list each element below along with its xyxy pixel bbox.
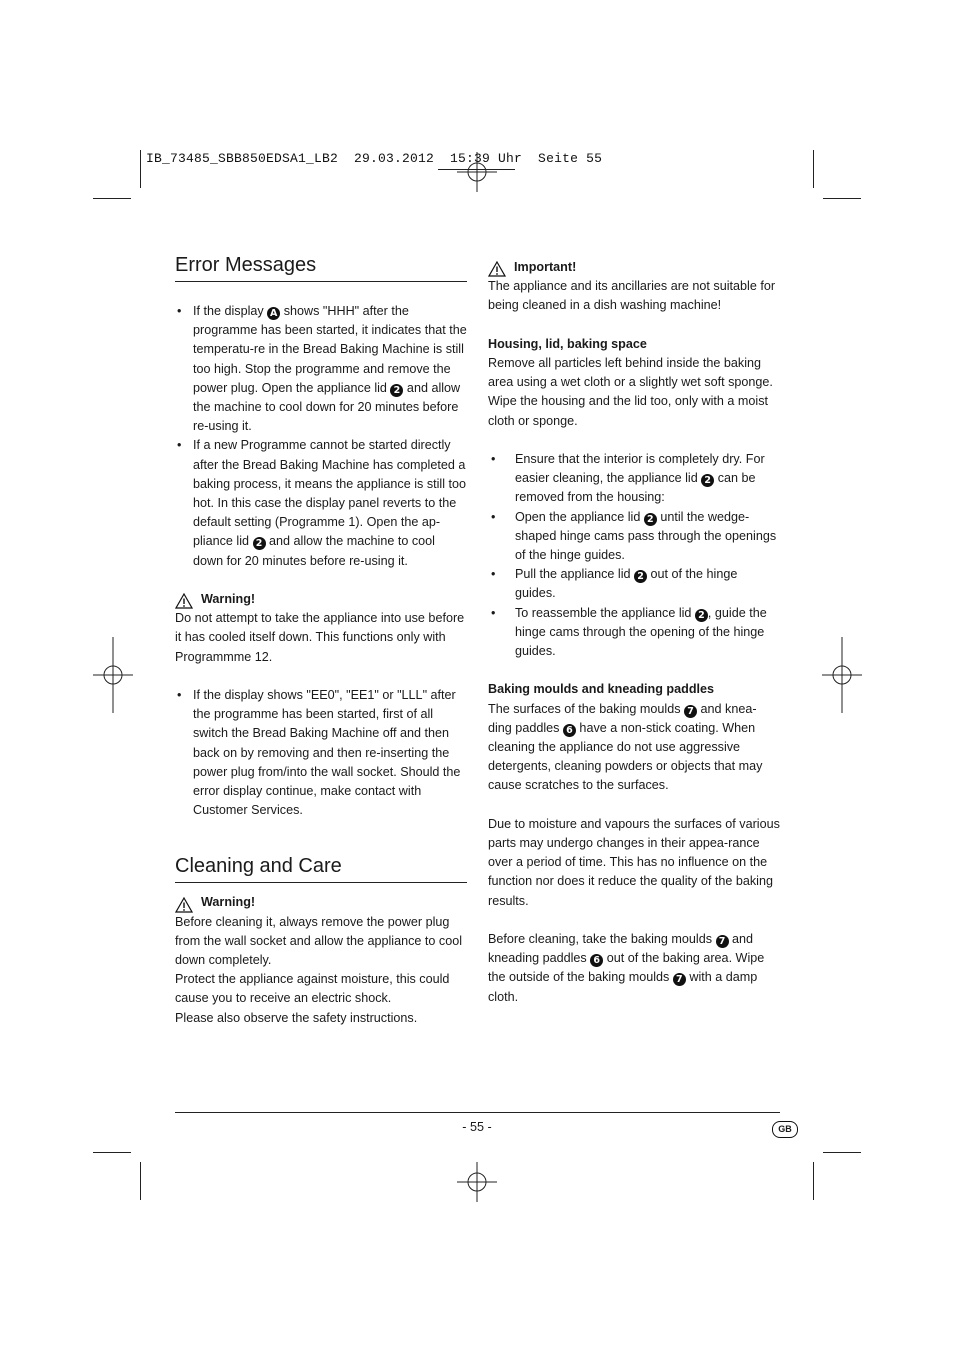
mould-7-badge: 7	[673, 973, 686, 986]
important-heading: Important!	[488, 258, 780, 277]
warning-triangle-icon	[488, 261, 506, 277]
subheading-moulds: Baking moulds and kneading paddles	[488, 682, 715, 697]
lid-2-badge: 2	[701, 474, 714, 487]
list-item: • If the display shows "EE0", "EE1" or "LLL" after the programme has been started, first of all switch the Bread Baking Machine off and then back on by removing and then re-inserting the power plug from/into the wall socket. Should the error display continue, make contact with Customer Services.	[177, 688, 461, 818]
list-item: • Open the appliance lid 2 until the wedge-shaped hinge cams pass through the openings of the hinge guides.	[491, 509, 777, 563]
housing-bullet-list	[488, 450, 780, 661]
lid-2-badge: 2	[390, 384, 403, 397]
paddle-6-badge: 6	[563, 724, 576, 737]
error-bullet-list	[175, 302, 467, 571]
display-a-badge: A	[267, 307, 280, 320]
warning-text: Protect the appliance against moisture, this could cause you to receive an electric shock.	[175, 972, 450, 1006]
registration-crosshair-icon	[822, 637, 862, 713]
right-column	[488, 252, 780, 1007]
lid-2-badge: 2	[634, 570, 647, 583]
registration-crosshair-icon	[93, 637, 133, 713]
print-header: IB_73485_SBB850EDSA1_LB2 29.03.2012 15:39 Uhr Seite 55	[146, 151, 603, 166]
warning-heading: Warning!	[175, 590, 467, 609]
lid-2-badge: 2	[695, 609, 708, 622]
mould-7-badge: 7	[716, 935, 729, 948]
paddle-6-badge: 6	[590, 954, 603, 967]
crop-mark	[140, 1162, 141, 1200]
list-item: • To reassemble the appliance lid 2 , guide the hinge cams through the opening of the hinge guides.	[491, 605, 767, 659]
list-item: • Pull the appliance lid 2 out of the hinge guides.	[491, 567, 738, 601]
lid-2-badge: 2	[253, 537, 266, 550]
crop-mark	[813, 1162, 814, 1200]
housing-text: Remove all particles left behind inside the baking area using a wet cloth or a slightly wet soft sponge. Wipe the housing and the lid too, only with a moist cloth or sponge.	[488, 356, 773, 428]
important-text: The appliance and its ancillaries are not suitable for being cleaned in a dish washing machine!	[488, 279, 776, 313]
moulds-text: The surfaces of the baking moulds 7 and knea-ding paddles 6 have a non-stick coating. When cleaning the appliance do not use aggressive detergents, cleaning powders or objects that may cause scratches to the surfaces.	[488, 701, 763, 793]
warning-triangle-icon	[175, 897, 193, 913]
warning-text: Before cleaning it, always remove the power plug from the wall socket and allow the appliance to cool down completely.	[175, 914, 463, 968]
section-title-error-messages: Error Messages	[175, 252, 467, 282]
lid-2-badge: 2	[644, 513, 657, 526]
subheading-housing: Housing, lid, baking space	[488, 336, 647, 351]
warning-text: Do not attempt to take the appliance into use before it has cooled itself down. This functions only with Programmme 12.	[175, 611, 465, 664]
crop-mark	[93, 1152, 131, 1153]
page-number: - 55 -	[462, 1120, 492, 1134]
crop-mark	[813, 150, 814, 188]
language-badge: GB	[772, 1121, 798, 1138]
footer-rule	[175, 1112, 780, 1113]
crop-mark	[140, 150, 141, 188]
list-item: • If the display A shows "HHH" after the programme has been started, it indicates that the temperatu-re in the Bread Baking Machine is still too high. Stop the programme and remove the power plug. Open the appliance lid 2 and allow the machine to cool down for 20 minutes before re-using it.	[177, 304, 467, 434]
error-bullet-list-2	[175, 686, 467, 820]
left-column	[175, 252, 467, 1028]
warning-text: Please also observe the safety instructions.	[175, 1010, 418, 1025]
moisture-text: Due to moisture and vapours the surfaces of various parts may undergo changes in their appea-rance over a period of time. This has no influence on the function nor does it reduce the quality of the baking results.	[488, 816, 780, 908]
crop-mark	[93, 198, 131, 199]
section-title-cleaning-and-care: Cleaning and Care	[175, 853, 467, 883]
registration-crosshair-icon	[457, 1162, 497, 1202]
list-item: • If a new Programme cannot be started directly after the Bread Baking Machine has completed a baking process, it means the appliance is still too hot. In this case the display panel reverts to the default setting (Programme 1). Open the ap-pliance lid 2 and allow the machine to cool down for 20 minutes before re-using it.	[177, 438, 467, 568]
crop-mark	[823, 198, 861, 199]
warning-triangle-icon	[175, 593, 193, 609]
registration-crosshair-icon	[457, 152, 497, 192]
warning-heading: Warning!	[175, 893, 467, 912]
list-item: • Ensure that the interior is completely dry. For easier cleaning, the appliance lid 2 can be removed from the housing:	[491, 452, 765, 505]
mould-7-badge: 7	[684, 705, 697, 718]
crop-mark	[823, 1152, 861, 1153]
before-cleaning-text: Before cleaning, take the baking moulds 7 and kneading paddles 6 out of the baking area. Wipe the outside of the baking moulds 7 with a damp cloth.	[488, 932, 765, 1004]
